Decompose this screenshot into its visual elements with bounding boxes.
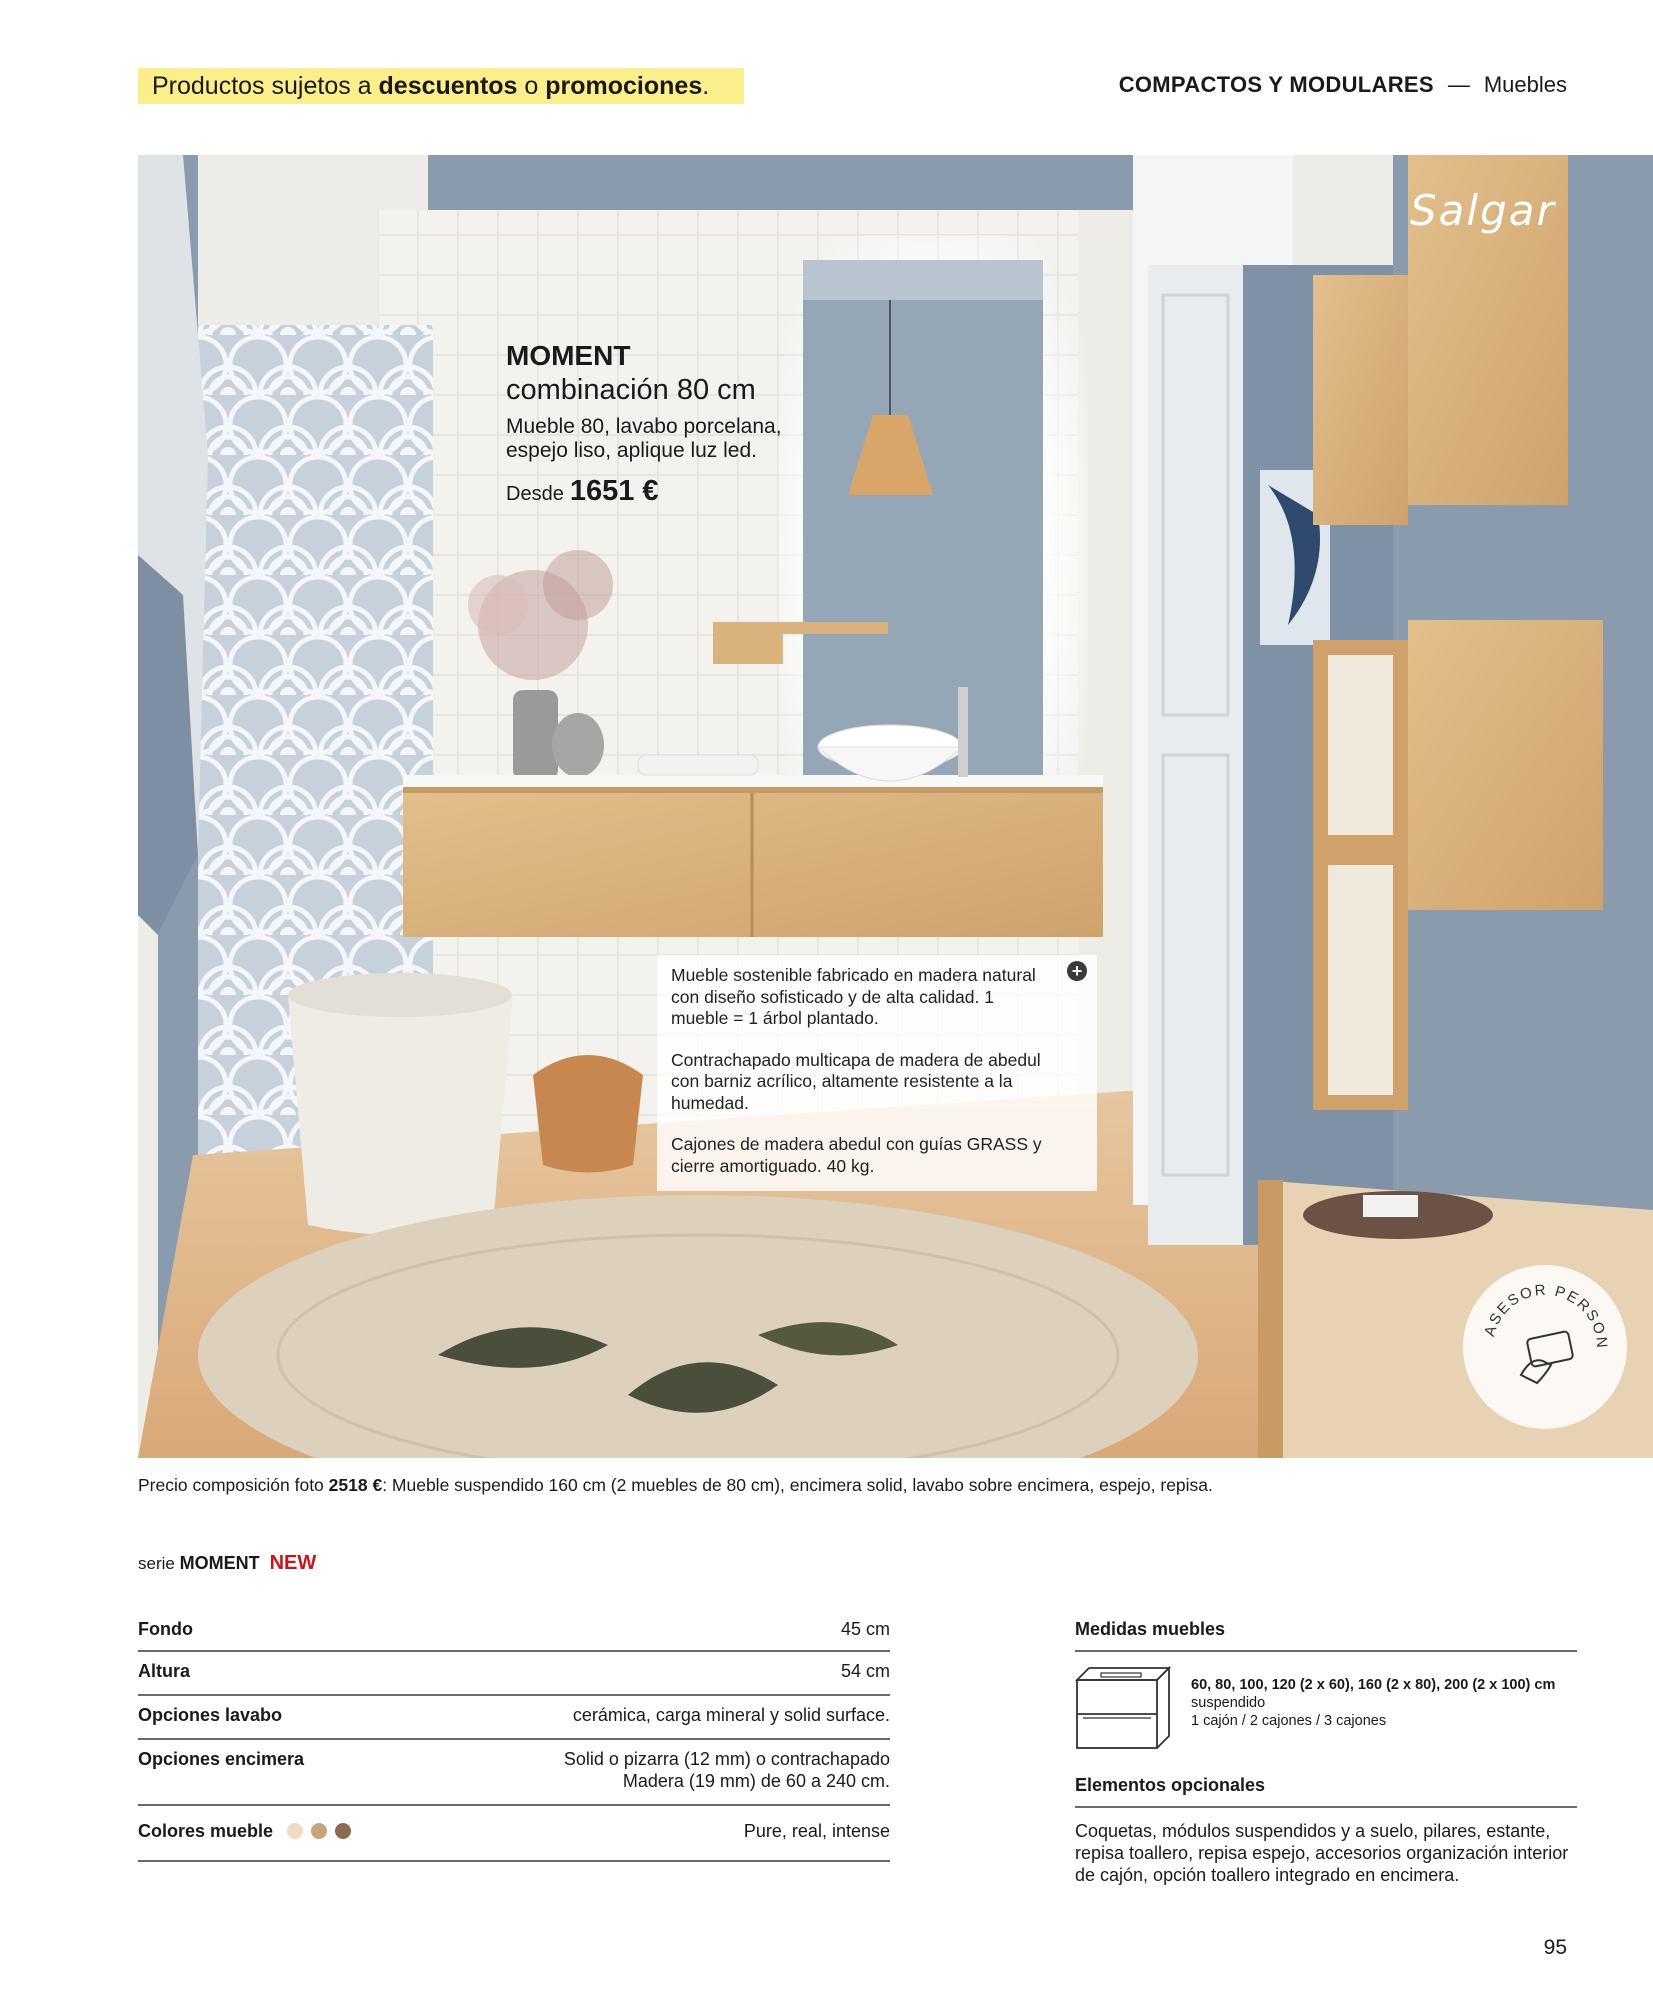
advisor-badge[interactable] bbox=[1463, 1265, 1627, 1429]
optional-text: Coquetas, módulos suspendidos y a suelo, pilares, estante, repisa toallero, repisa espejo, accesorios organización interior de cajón, opción toallero integrado en encimera. bbox=[1075, 1821, 1569, 1885]
info-paragraph: Mueble sostenible fabricado en madera natural con diseño sofisticado y de alta calidad. 1 mueble = 1 árbol plantado. bbox=[671, 965, 1036, 1028]
page-number: 95 bbox=[1543, 1936, 1567, 1959]
info-paragraph: Contrachapado multicapa de madera de abedul con barniz acrílico, altamente resistente a la humedad. bbox=[671, 1049, 1041, 1113]
promo-banner bbox=[138, 68, 744, 104]
section-sub: Muebles bbox=[1483, 72, 1567, 97]
spec-row-colores bbox=[138, 1806, 890, 1862]
card-hand-icon bbox=[1521, 1331, 1573, 1383]
spec-row-fondo bbox=[138, 1610, 890, 1652]
spec-label: Opciones lavabo bbox=[138, 1705, 283, 1725]
measures-drawers: 1 cajón / 2 cajones / 3 cajones bbox=[1191, 1713, 1387, 1729]
spec-label: Colores mueble bbox=[138, 1821, 274, 1841]
promo-promotions: promociones bbox=[545, 72, 703, 100]
brand-text: Salgar bbox=[1410, 186, 1556, 235]
product-label bbox=[506, 340, 806, 508]
product-description: Mueble 80, lavabo porcelana, espejo liso, aplique luz led. bbox=[506, 415, 782, 462]
promo-suffix: . bbox=[702, 72, 710, 100]
promo-discounts: descuentos bbox=[378, 72, 518, 100]
hero-photo bbox=[138, 155, 1653, 1458]
spec-value: cerámica, carga mineral y solid surface. bbox=[572, 1705, 890, 1725]
caption-price: 2518 € bbox=[328, 1475, 383, 1495]
spec-label: Opciones encimera bbox=[138, 1749, 305, 1769]
price-amount: 1651 € bbox=[569, 475, 659, 507]
spec-value: 54 cm bbox=[840, 1661, 890, 1681]
spec-label: Fondo bbox=[138, 1619, 193, 1639]
promo-prefix: Productos sujetos a bbox=[152, 72, 379, 100]
section-title bbox=[1119, 72, 1567, 98]
plus-icon[interactable]: + bbox=[1067, 961, 1087, 981]
color-swatch-real bbox=[311, 1823, 327, 1839]
section-main: COMPACTOS Y MODULARES bbox=[1118, 72, 1434, 97]
serie-name: MOMENT bbox=[179, 1553, 260, 1573]
spec-row-lavabo bbox=[138, 1696, 890, 1740]
caption-suffix: : Mueble suspendido 160 cm (2 muebles de 80 cm), encimera solid, lavabo sobre encimera, espejo, repisa. bbox=[382, 1475, 1213, 1495]
serie-label: serie bbox=[138, 1554, 180, 1573]
specs-table bbox=[138, 1610, 890, 1862]
spec-label-colors bbox=[138, 1820, 351, 1842]
measures-block bbox=[1075, 1666, 1577, 1766]
spec-value-line: Solid o pizarra (12 mm) o contrachapado bbox=[563, 1749, 890, 1769]
serie-heading bbox=[138, 1552, 316, 1575]
right-column bbox=[1075, 1610, 1577, 1886]
product-name: MOMENT bbox=[506, 340, 631, 371]
promo-or: o bbox=[517, 72, 546, 100]
spec-value-line: Madera (19 mm) de 60 a 240 cm. bbox=[622, 1771, 890, 1791]
spec-row-altura bbox=[138, 1652, 890, 1696]
product-combination: combinación 80 cm bbox=[506, 374, 756, 406]
advisor-text: ASESOR PERSON bbox=[1481, 1281, 1611, 1351]
bathroom-illustration bbox=[138, 155, 1653, 1458]
spec-value: Pure, real, intense bbox=[743, 1821, 890, 1841]
optional-title: Elementos opcionales bbox=[1075, 1766, 1577, 1808]
price-prefix: Desde bbox=[506, 483, 564, 505]
measures-sizes: 60, 80, 100, 120 (2 x 60), 160 (2 x 80), 200 (2 x 100) cm bbox=[1191, 1677, 1556, 1693]
color-swatch-intense bbox=[335, 1823, 351, 1839]
spec-label: Altura bbox=[138, 1661, 191, 1681]
measures-text bbox=[1191, 1676, 1555, 1730]
info-paragraph: Cajones de madera abedul con guías GRASS y cierre amortiguado. 40 kg. bbox=[671, 1134, 1042, 1176]
photo-caption bbox=[138, 1475, 1213, 1496]
caption-prefix: Precio composición foto bbox=[138, 1475, 329, 1495]
cabinet-icon bbox=[1075, 1666, 1171, 1750]
info-box bbox=[657, 955, 1097, 1191]
spec-row-encimera bbox=[138, 1740, 890, 1806]
salgar-logo bbox=[1410, 185, 1570, 240]
spec-value: 45 cm bbox=[840, 1619, 890, 1639]
measures-type: suspendido bbox=[1191, 1695, 1266, 1711]
section-dash: — bbox=[1447, 72, 1470, 97]
measures-title: Medidas muebles bbox=[1075, 1610, 1577, 1652]
color-swatch-pure bbox=[287, 1823, 303, 1839]
product-price bbox=[506, 475, 806, 508]
spec-value bbox=[564, 1748, 890, 1792]
new-badge: NEW bbox=[269, 1552, 317, 1574]
